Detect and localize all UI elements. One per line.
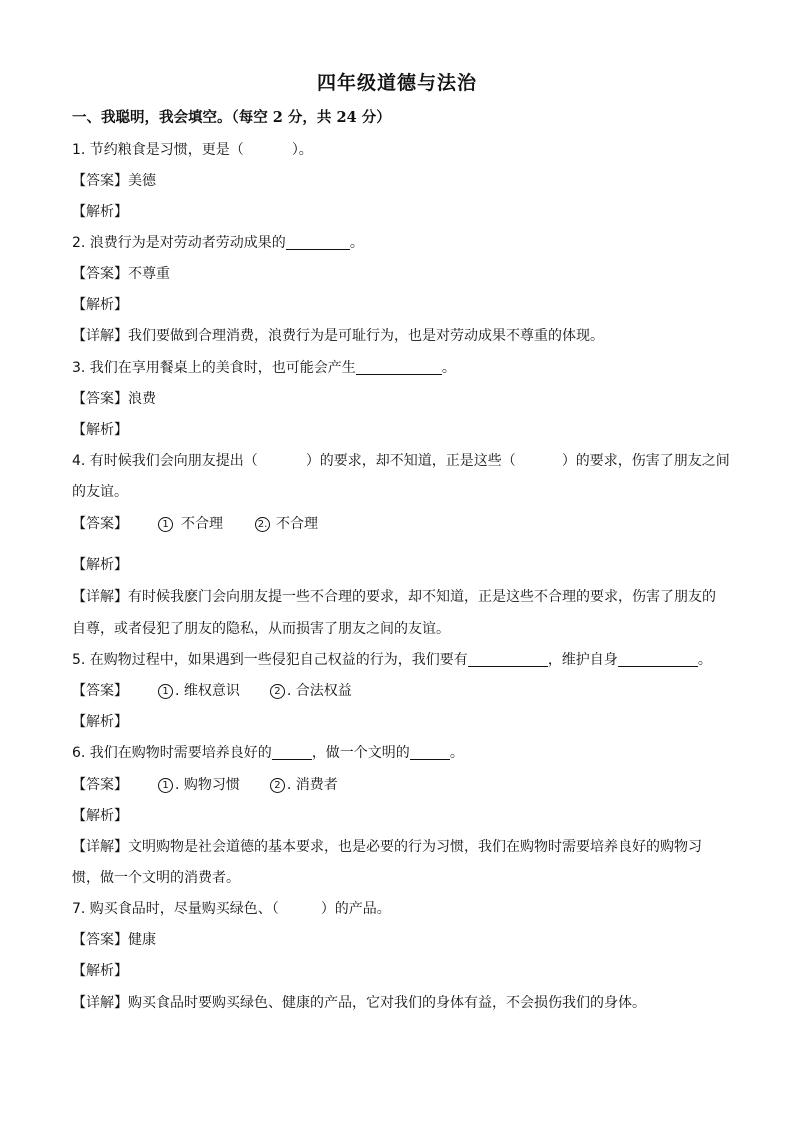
fill-blank [286,235,350,250]
answer-text: 美德 [128,173,156,189]
answer-text: . 消费者 [286,777,338,793]
detail-tag: 【详解】 [72,995,128,1011]
answer-tag: 【答案】 [72,683,128,699]
circled-number: 2 [270,684,285,699]
analysis-4: 【解析】 [72,557,128,573]
answer-tag: 【答案】 [72,266,128,282]
analysis-3: 【解析】 [72,422,128,438]
detail-tag: 【详解】 [72,589,128,605]
detail-6-cont: 惯，做一个文明的消费者。 [72,870,240,886]
detail-tag: 【详解】 [72,328,128,344]
answer-tag: 【答案】 [72,777,128,793]
fill-blank [468,652,548,667]
fill-blank [356,360,442,375]
question-5: 5. 在购物过程中，如果遇到一些侵犯自己权益的行为，我们要有 ，维护自身 。 [72,652,712,668]
detail-7: 【详解】购买食品时要购买绿色、健康的产品，它对我们的身体有益，不会损伤我们的身体。 [72,995,646,1011]
analysis-2: 【解析】 [72,297,128,313]
detail-tag: 【详解】 [72,839,128,855]
analysis-1: 【解析】 [72,204,128,220]
analysis-6: 【解析】 [72,808,128,824]
answer-tag: 【答案】 [72,173,128,189]
question-2: 2. 浪费行为是对劳动者劳动成果的 。 [72,235,364,251]
analysis-7: 【解析】 [72,963,128,979]
question-4-cont: 的友谊。 [72,484,128,500]
circled-number: 1 [158,778,173,793]
question-1: 1. 节约粮食是习惯，更是（ ）。 [72,142,313,158]
answer-text: . 维权意识 [175,683,240,699]
answer-text: 不合理 [181,516,223,532]
answer-6 [72,775,732,795]
question-4: 4. 有时候我们会向朋友提出（ ）的要求，却不知道，正是这些（ ）的要求，伤害了朋友之间 [72,453,730,469]
fill-blank [410,745,450,760]
answer-text: 健康 [128,932,156,948]
detail-6: 【详解】文明购物是社会道德的基本要求，也是必要的行为习惯，我们在购物时需要培养良好的购物习 [72,839,702,855]
circled-number: 1 [158,684,173,699]
answer-2 [72,264,732,284]
answer-tag: 【答案】 [72,391,128,407]
circled-number: 1 [158,517,173,532]
answer-text: 不尊重 [128,266,170,282]
question-6: 6. 我们在购物时需要培养良好的 ，做一个文明的 。 [72,745,464,761]
detail-2: 【详解】我们要做到合理消费，浪费行为是可耻行为，也是对劳动成果不尊重的体现。 [72,328,604,344]
answer-text: . 合法权益 [286,683,352,699]
section-heading: 一、我聪明，我会填空。（每空 2 分，共 24 分） [72,109,391,126]
question-7: 7. 购买食品时，尽量购买绿色、（ ）的产品。 [72,901,391,917]
fill-blank [618,652,698,667]
answer-text: 浪费 [128,391,156,407]
answer-1 [72,171,732,191]
answer-tag: 【答案】 [72,516,128,532]
answer-tag: 【答案】 [72,932,128,948]
answer-7 [72,930,732,950]
circled-number: 2 [270,778,285,793]
answer-text: . 购物习惯 [175,777,240,793]
fill-blank [272,745,312,760]
page-title: 四年级道德与法治 [316,72,477,94]
answer-4 [72,514,732,534]
question-3: 3. 我们在享用餐桌上的美食时，也可能会产生 。 [72,360,456,376]
detail-4: 【详解】有时候我麽门会向朋友提一些不合理的要求，却不知道，正是这些不合理的要求，伤害了朋友的 [72,589,716,605]
answer-5 [72,681,732,701]
detail-4-cont: 自尊，或者侵犯了朋友的隐私，从而损害了朋友之间的友谊。 [72,621,450,637]
answer-text: 不合理 [276,516,318,532]
answer-3 [72,389,732,409]
circled-number: 2. [255,517,270,532]
analysis-5: 【解析】 [72,714,128,730]
